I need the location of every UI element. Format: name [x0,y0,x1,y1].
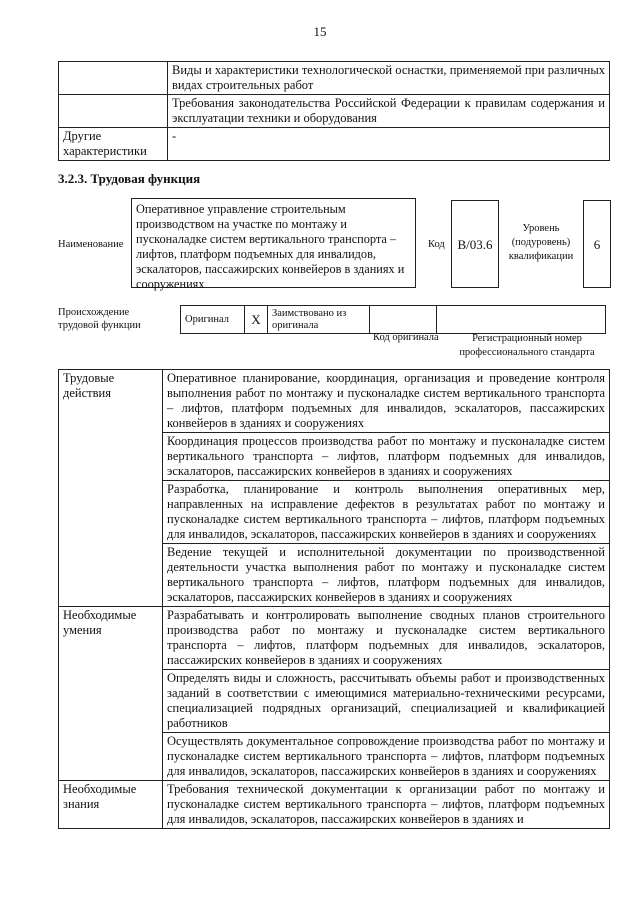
registration-number-cell [437,306,606,334]
page-number: 15 [313,24,327,39]
original-cell: Оригинал [181,306,245,334]
function-code-box: В/03.6 [451,200,499,288]
table-row [59,370,610,433]
qualification-level-box: 6 [583,200,611,288]
row-text: Требования законодательства Российской Федерации к правилам содержания и эксплуатации техники и оборудования [168,95,610,128]
table-row [59,781,610,829]
name-label: Наименование [58,239,124,250]
original-code-caption: Код оригинала [373,332,439,343]
table-cell: Разработка, планирование и контроль выполнения оперативных мер, направленных на исправление дефектов в результатах работ по монтажу и пусконаладке систем вертикального транспорта – лифтов, платформ подъемных для инвалидов, эскалаторов, пассажирских конвейеров в зданиях и сооружениях [163,481,610,544]
qualification-level-label: Уровень (подуровень) квалификации [508,223,574,262]
origin-label: Происхождение трудовой функции [58,307,141,331]
code-label: Код [428,239,445,250]
row-label: Другие характеристики [59,128,168,161]
origin-table [180,305,606,334]
table-row [59,128,610,161]
row-label [59,62,168,95]
top-requirements-table [58,61,610,161]
section-title: 3.2.3. Трудовая функция [58,171,201,186]
table-cell: Оперативное планирование, координация, организация и проведение контроля выполнения работ по монтажу и пусконаладке систем вертикального транспорта – лифтов, платформ подъемных для инвалидов, эскалаторов, пассажирских конвейеров в зданиях и сооружениях [163,370,610,433]
table-cell: Требования технической документации к организации работ по монтажу и пусконаладке систем вертикального транспорта – лифтов, платформ подъемных для инвалидов, эскалаторов, пассажирских конвейеров в зданиях и [163,781,610,829]
table-row [181,306,606,334]
group-label: Трудовые действия [59,370,163,607]
function-details-table [58,369,610,829]
group-label: Необходимые знания [59,781,163,829]
table-cell: Определять виды и сложность, рассчитывать объемы работ и производственных заданий в соответствии с имеющимися материально-техническими ресурсами, специализацией подрядных организаций, специализацией и квалификацией работников [163,670,610,733]
table-cell: Ведение текущей и исполнительной документации по производственной деятельности участка выполнения работ по монтажу и пусконаладке систем вертикального транспорта – лифтов, платформ подъемных для инвалидов, эскалаторов, пассажирских конвейеров в зданиях и сооружениях [163,544,610,607]
original-code-cell [370,306,437,334]
table-cell: Разрабатывать и контролировать выполнение сводных планов строительного производства работ по монтажу и пусконаладке систем вертикального транспорта – лифтов, платформ подъемных для инвалидов, эскалаторов, пассажирских конвейеров в зданиях и сооружениях [163,607,610,670]
table-row [59,607,610,670]
table-row [59,62,610,95]
registration-number-caption: Регистрационный номер профессионального стандарта [459,333,595,358]
row-text: - [168,128,610,161]
table-cell: Осуществлять документальное сопровождение производства работ по монтажу и пусконаладке систем вертикального транспорта – лифтов, платформ подъемных для инвалидов, эскалаторов, пассажирских конвейеров в зданиях и сооружениях [163,733,610,781]
row-label [59,95,168,128]
borrowed-cell: Заимствовано из оригинала [268,306,370,334]
row-text: Виды и характеристики технологической оснастки, применяемой при различных видах строительных работ [168,62,610,95]
function-name-box: Оперативное управление строительным производством на участке по монтажу и пусконаладке систем вертикального транспорта – лифтов, платформ подъемных для инвалидов, эскалаторов, пассажирских конвейеров в зданиях и сооружениях [131,198,416,288]
group-label: Необходимые умения [59,607,163,781]
table-cell: Координация процессов производства работ по монтажу и пусконаладке систем вертикального транспорта – лифтов, платформ подъемных для инвалидов, эскалаторов, пассажирских конвейеров в зданиях и сооружениях [163,433,610,481]
table-row [59,95,610,128]
original-mark: X [245,306,268,334]
